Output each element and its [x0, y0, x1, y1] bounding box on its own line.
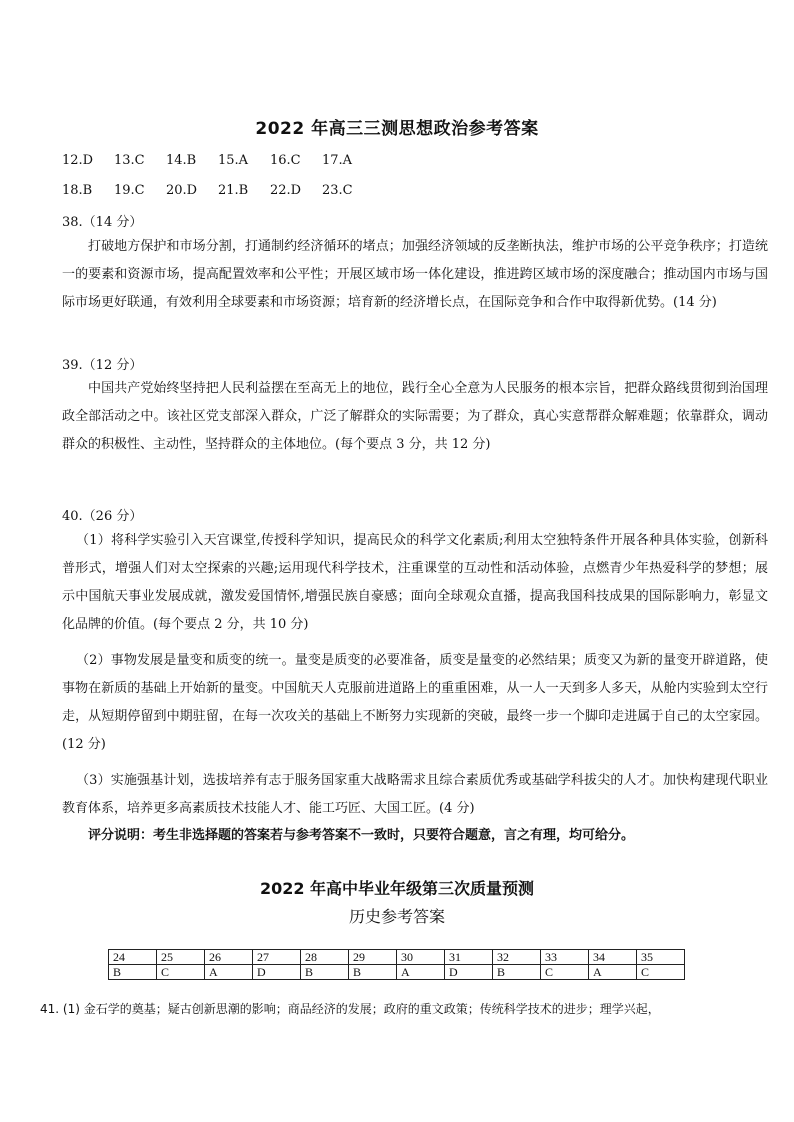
answer-letter: A: [397, 965, 445, 980]
q39-heading: 39.（12 分）: [62, 358, 143, 373]
mc-answer: 16.C: [270, 153, 301, 168]
q40-heading: 40.（26 分）: [62, 509, 143, 524]
mc-answer: 22.D: [270, 183, 302, 198]
question-number: 29: [349, 950, 397, 965]
q38-heading: 38.（14 分）: [62, 215, 143, 230]
q40-part-2: （2）事物发展是量变和质变的统一。量变是质变的必要准备，质变是量变的必然结果；质变又为新的量变开辟道路，使事物在新质的基础上开始新的量变。中国航天人克服前进道路上的重重困难，从一人一天到多人多天，从舱内实验到太空行走，从短期停留到中期驻留，在每一次攻关的基础上不断努力实现新的突破，最终一步一个脚印走进属于自己的太空家园。(12 分): [62, 653, 768, 752]
question-number: 28: [301, 950, 349, 965]
mc-answer: 15.A: [218, 153, 249, 168]
history-title: 2022 年高中毕业年级第三次质量预测: [259, 879, 535, 898]
question-number: 25: [157, 950, 205, 965]
question-number: 32: [493, 950, 541, 965]
history-subtitle: 历史参考答案: [348, 907, 445, 926]
mc-answer: 12.D: [62, 153, 94, 168]
answer-letter: A: [589, 965, 637, 980]
question-number: 26: [205, 950, 253, 965]
answer-letter: C: [157, 965, 205, 980]
mc-answer: 14.B: [166, 153, 197, 168]
answer-letter: B: [301, 965, 349, 980]
answer-letter: B: [349, 965, 397, 980]
mc-answers-row-2: [62, 183, 374, 198]
q40-part-1: （1）将科学实验引入天宫课堂,传授科学知识，提高民众的科学文化素质;利用太空独特条件开展各种具体实验，创新科普形式，增强人们对太空探索的兴趣;运用现代科学技术，注重课堂的互动性和活动体验，点燃青少年热爱科学的梦想；展示中国航天事业发展成就，激发爱国情怀,增强民族自豪感；面向全球观众直播，提高我国科技成果的国际影响力，彰显文化品牌的价值。(每个要点 2 分，共 10 分): [62, 533, 768, 632]
mc-answer: 18.B: [62, 183, 93, 198]
answer-letter: B: [493, 965, 541, 980]
question-number: 35: [637, 950, 685, 965]
table-row-numbers: [109, 950, 685, 965]
question-number: 30: [397, 950, 445, 965]
mc-answer: 19.C: [114, 183, 145, 198]
answer-letter: B: [109, 965, 157, 980]
mc-answer: 13.C: [114, 153, 145, 168]
question-number: 27: [253, 950, 301, 965]
table-row-answers: [109, 965, 685, 980]
mc-answer: 20.D: [166, 183, 198, 198]
scoring-note: 评分说明：考生非选择题的答案若与参考答案不一致时，只要符合题意，言之有理，均可给分。: [88, 828, 635, 843]
question-number: 31: [445, 950, 493, 965]
history-answer-table: [108, 949, 685, 980]
q40-part-3: （3）实施强基计划，选拔培养有志于服务国家重大战略需求且综合素质优秀或基础学科拔尖的人才。加快构建现代职业教育体系，培养更多高素质技术技能人才、能工巧匠、大国工匠。(4 分): [62, 773, 768, 816]
politics-title: 2022 年高三三测思想政治参考答案: [255, 119, 539, 139]
answer-letter: D: [445, 965, 493, 980]
mc-answers-row-1: [62, 153, 374, 168]
answer-letter: D: [253, 965, 301, 980]
q38-answer: 打破地方保护和市场分割，打通制约经济循环的堵点；加强经济领域的反垄断执法，维护市场的公平竞争秩序；打造统一的要素和资源市场，提高配置效率和公平性；开展区域市场一体化建设，推进跨区域市场的深度融合；推动国内市场与国际市场更好联通，有效利用全球要素和市场资源；培育新的经济增长点，在国际竞争和合作中取得新优势。(14 分): [62, 239, 768, 310]
question-number: 34: [589, 950, 637, 965]
question-number: 33: [541, 950, 589, 965]
mc-answer: 23.C: [322, 183, 353, 198]
mc-answer: 21.B: [218, 183, 249, 198]
answer-letter: A: [205, 965, 253, 980]
answer-letter: C: [541, 965, 589, 980]
answer-letter: C: [637, 965, 685, 980]
mc-answer: 17.A: [322, 153, 353, 168]
question-number: 24: [109, 950, 157, 965]
q41-answer: 41. (1) 金石学的奠基；疑古创新思潮的影响；商品经济的发展；政府的重文政策；传统科学技术的进步；理学兴起，: [40, 1002, 660, 1016]
q39-answer: 中国共产党始终坚持把人民利益摆在至高无上的地位，践行全心全意为人民服务的根本宗旨，把群众路线贯彻到治国理政全部活动之中。该社区党支部深入群众，广泛了解群众的实际需要；为了群众，真心实意帮群众解难题；依靠群众，调动群众的积极性、主动性，坚持群众的主体地位。(每个要点 3 分，共 12 分): [62, 381, 768, 452]
